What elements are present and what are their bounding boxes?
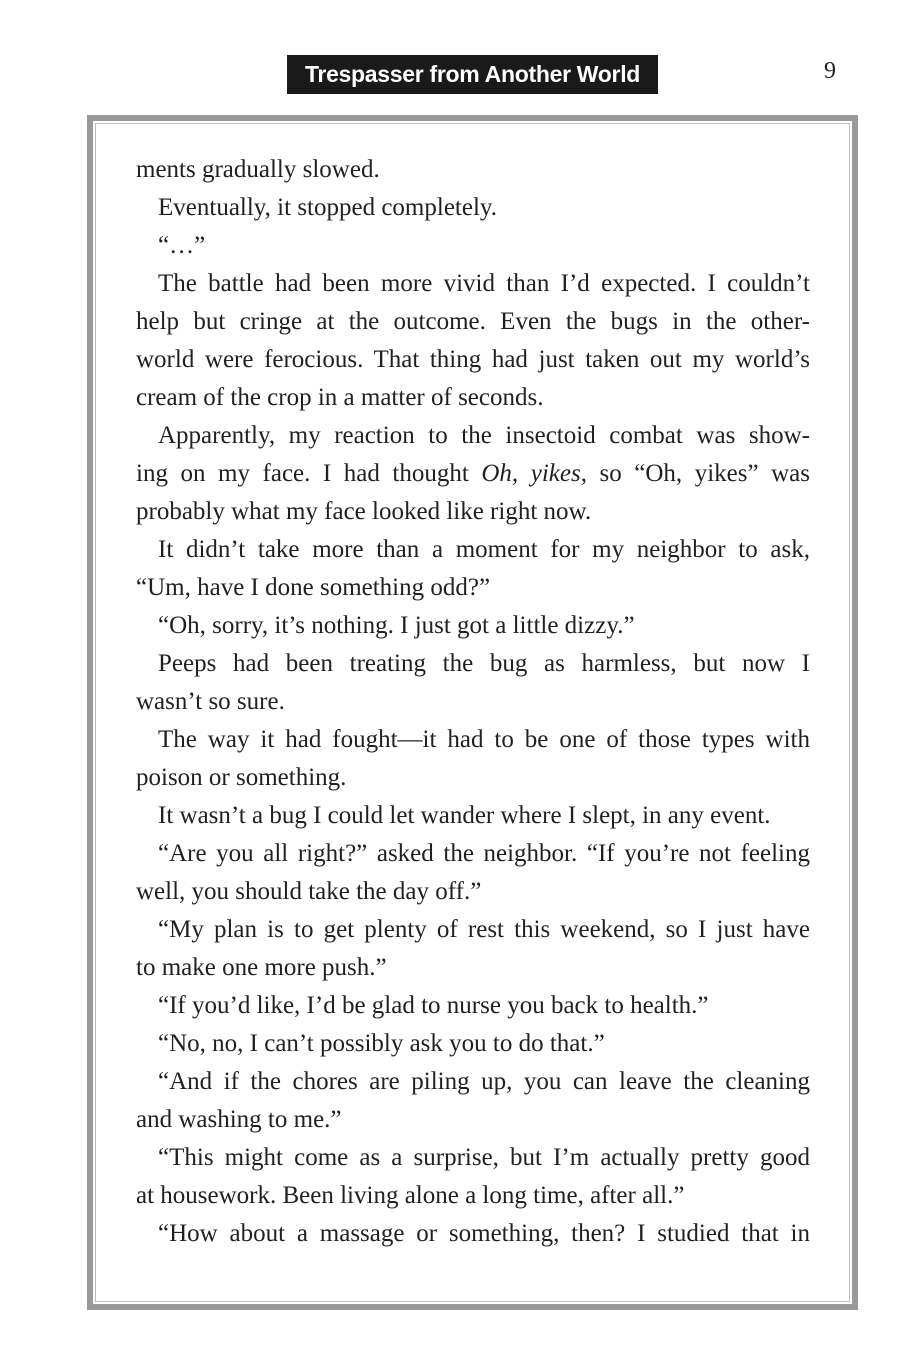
text-line [136,535,810,565]
line-text: Apparently, my reaction to the insectoid combat was show- [158,422,810,449]
line-text: to make one more push.” [136,954,387,981]
line-text: “If you’d like, I’d be glad to nurse you back to health.” [158,992,709,1019]
line-text: probably what my face looked like right now. [136,498,592,525]
text-line [136,345,810,375]
text-line [136,915,810,945]
chapter-title-banner: Trespasser from Another World [287,55,658,94]
line-text: Eventually, it stopped completely. [158,194,498,221]
text-line [136,839,810,869]
line-text: help but cringe at the outcome. Even the bugs in the other- [136,308,810,335]
text-line [136,573,810,603]
line-text: Peeps had been treating the bug as harmless, but now I [158,650,810,677]
text-line [136,1029,810,1059]
page-number: 9 [824,58,836,84]
text-line [136,421,810,451]
italic-text: Oh, yikes [481,460,581,487]
line-text: “Oh, sorry, it’s nothing. I just got a little dizzy.” [158,612,635,639]
line-text: It didn’t take more than a moment for my neighbor to ask, [158,536,810,563]
text-line [136,231,810,261]
text-line [136,1067,810,1097]
text-line [136,497,810,527]
text-line [136,193,810,223]
line-text: “Um, have I done something odd?” [136,574,491,601]
line-text: “How about a massage or something, then? I studied that in [158,1220,810,1247]
line-text: “…” [158,232,206,259]
line-text: poison or something. [136,764,347,791]
line-text: world were ferocious. That thing had just taken out my world’s [136,346,810,373]
line-text: at housework. Been living alone a long time, after all.” [136,1182,685,1209]
line-text: It wasn’t a bug I could let wander where I slept, in any event. [158,802,771,829]
line-text: “This might come as a surprise, but I’m actually pretty good [158,1144,810,1171]
line-text: “Are you all right?” asked the neighbor. “If you’re not feeling [158,840,810,867]
line-text: “No, no, I can’t possibly ask you to do that.” [158,1030,605,1057]
line-text: wasn’t so sure. [136,688,285,715]
line-text: ing on my face. I had thought [136,460,482,487]
text-line [136,687,810,717]
text-line [136,307,810,337]
text-line [136,269,810,299]
text-line [136,763,810,793]
text-line [136,649,810,679]
text-line [136,725,810,755]
text-line [136,1219,810,1249]
text-line [136,459,810,489]
text-line [136,383,810,413]
text-line [136,155,810,185]
line-text: cream of the crop in a matter of seconds. [136,384,544,411]
text-line [136,991,810,1021]
text-line [136,1181,810,1211]
line-text: “My plan is to get plenty of rest this weekend, so I just have [158,916,810,943]
text-line [136,611,810,641]
line-text: , so “Oh, yikes” was [580,460,810,487]
line-text: “And if the chores are piling up, you can leave the cleaning [158,1068,810,1095]
text-line [136,1143,810,1173]
line-text: well, you should take the day off.” [136,878,482,905]
text-line [136,953,810,983]
text-line [136,801,810,831]
line-text: ments gradually slowed. [136,156,380,183]
line-text: and washing to me.” [136,1106,342,1133]
line-text: The battle had been more vivid than I’d expected. I couldn’t [158,270,810,297]
text-line [136,1105,810,1135]
line-text: The way it had fought—it had to be one of those types with [158,726,810,753]
text-line [136,877,810,907]
